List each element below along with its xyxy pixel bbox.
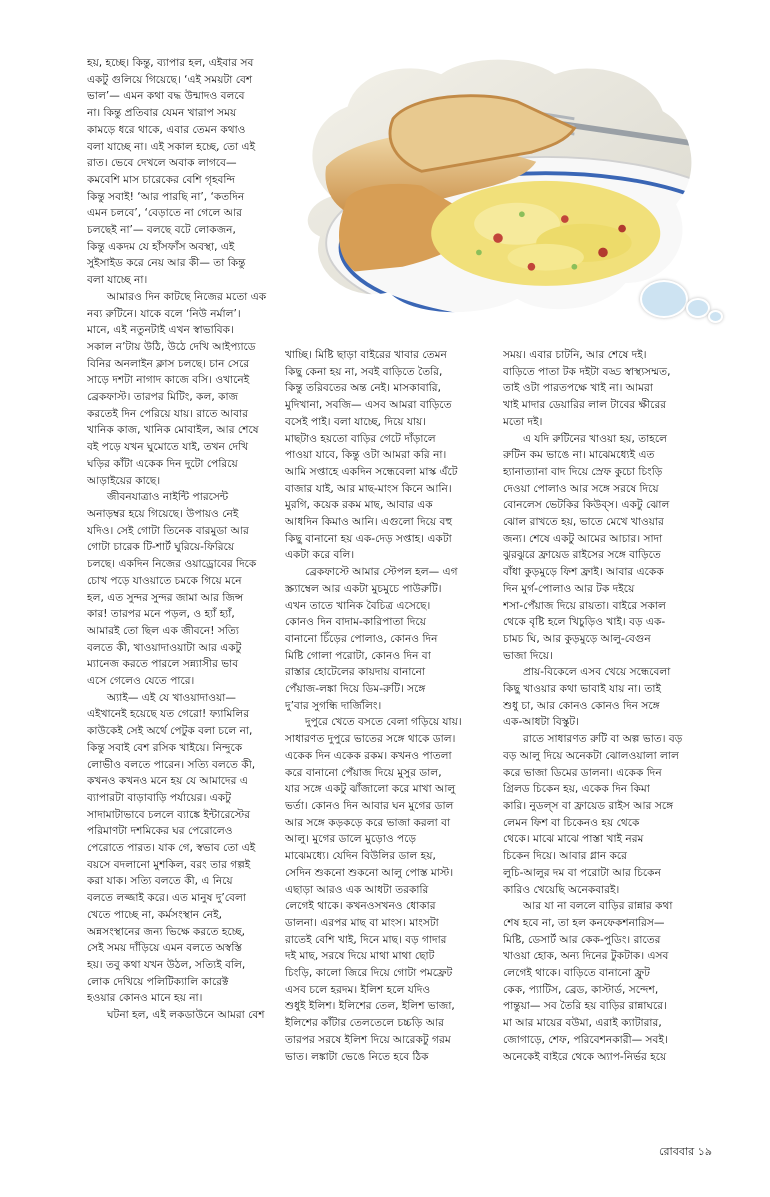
text-line: সকাল ন’টায় উঠি, উঠে দেখি আইপ্যাডে	[87, 340, 256, 353]
text-line: লোক দেখিয়ে পলিটিক্যালি কারেক্ট	[87, 975, 229, 988]
text-line: আমি সপ্তাহে একদিন সন্ধেবেলা মাস্ক এঁটে	[285, 465, 458, 478]
text-line: এইখানেই হয়েছে যত গেরো! ফ্যামিলির	[87, 708, 250, 721]
text-line: কিন্তু তরিবতের অন্ত নেই। মাসকাবারি,	[285, 382, 441, 395]
text-line: চোখ পড়ে যাওয়াতে চমকে গিয়ে মনে	[87, 574, 242, 587]
text-line: এ যদি রুটিনের খাওয়া হয়, তাহলে	[523, 432, 667, 445]
text-line: সাড়ে দশটা নাগাদ কাজে বসি। ওখানেই	[87, 374, 250, 387]
text-line: ভাজা দিয়ে।	[503, 649, 553, 662]
text-line: দিন মুর্গ-পোলাও আর টক দইয়ে	[503, 582, 635, 595]
text-line: চিংড়ি, কালো জিরে দিয়ে গোটা পমফ্রেট	[285, 967, 453, 980]
text-line: বাঁধা কুড়মুড়ে ফিশ ফ্রাই। আবার একেক	[503, 566, 664, 579]
text-line: খাচ্ছি। মিষ্টি ছাড়া বাইরের খাবার তেমন	[285, 349, 447, 361]
text-line: আলু। মুগের ডালে মুড়োও পড়ে	[285, 833, 417, 846]
text-line: পেরোতে পারত। যাক গে, স্বভাব তো এই	[87, 842, 256, 855]
text-line: জন্য। শেষে একটু আমের আচার। সাদা	[503, 532, 663, 545]
text-line: দেওয়া পোলাও আর সঙ্গে সরষে দিয়ে	[503, 482, 659, 495]
text-line: খেতে পাচ্ছে না, কর্মসংস্থান নেই,	[87, 908, 223, 921]
text-line: রাত। ভেবে দেখলে অবাক লাগবে—	[87, 157, 237, 170]
text-line: ম্যানেজ করতে পারলে সন্ন্যাসীর ভাব	[87, 658, 239, 671]
text-line: দই মাছ, সরষে দিয়ে মাথা মাথা ছোট	[285, 950, 435, 963]
text-line: কমবেশি মাস চারেকের বেশি গৃহবন্দি	[87, 173, 235, 186]
text-line: বাজার যাই, আর মাছ-মাংস কিনে আনি।	[285, 482, 452, 495]
text-line: রুটিন কম ভাঙে না। মাঝেমধ্যেই এত	[503, 449, 655, 462]
text-line: করে বানানো পেঁয়াজ দিয়ে মুসুর ডাল,	[285, 766, 442, 779]
text-line: বলতে লজ্জাই করে। এত মানুষ দু’বেলা	[87, 892, 246, 905]
text-line: ভাল’— এমন কথা বদ্ধ উন্মাদও বলবে	[87, 90, 245, 103]
text-line: বলা যাচ্ছে না। এই সকাল হচ্ছে, তো এই	[87, 140, 256, 153]
text-line: চলছে। একদিন নিজের ওয়াড্রোবের দিকে	[87, 558, 257, 571]
paragraph	[285, 714, 497, 1065]
text-line: মিষ্টি, ডেসার্ট আর কেক-পুডিং। রাতের	[503, 933, 661, 946]
text-line: প্রায়-বিকেলে এসব খেয়ে সন্ধেবেলা	[523, 666, 671, 679]
paragraph	[503, 431, 713, 665]
text-line: চলছেই না’— বলছে বটে লোকজন,	[87, 224, 236, 237]
text-line: চিকেন দিয়ে। আবার গ্লান করে	[503, 850, 628, 863]
text-line: এসে গেলেও যেতে পারে।	[87, 675, 195, 688]
thought-bubble-dot-medium	[686, 298, 710, 318]
text-line: এক-আধটা বিস্কুট।	[503, 716, 579, 729]
text-line: শুধু চা, আর কোনও কোনও দিন সঙ্গে	[503, 699, 660, 712]
text-line: বলতে কী, খাওয়াদাওয়াটা আর একটু	[87, 641, 242, 654]
text-line: দুপুরে খেতে বসতে বেলা গড়িয়ে যায়।	[305, 716, 462, 729]
text-line: যার সঙ্গে একটু ঝাঁজালো করে মাখা আলু	[285, 783, 456, 796]
text-line: মাছটাও হয়তো বাড়ির গেটে দাঁড়ালে	[285, 432, 436, 445]
paragraph	[87, 1007, 301, 1024]
text-line: শেষ হবে না, তা হল কনফেকশনারিস—	[503, 916, 665, 929]
text-line: কারি। নুডল্‌স বা ফ্রায়েড রাইস আর সঙ্গে	[503, 799, 674, 812]
text-line: বসেই পাই। বলা যাচ্ছে, দিয়ে যায়।	[285, 415, 427, 428]
text-line: ঘটনা হল, এই লকডাউনে আমরা বেশ	[107, 1009, 265, 1022]
text-line: কামড়ে ধরে থাকে, এবার তেমন কথাও	[87, 123, 246, 136]
text-line: ঘড়ির কাঁটা একেক দিন দুটো পেরিয়ে	[87, 457, 238, 470]
text-line: একটা করে বলি।	[285, 549, 355, 562]
text-line: খানিক কাজ, খানিক মোবাইল, আর শেষে	[87, 424, 259, 437]
text-line: সময়। এবার চাটনি, আর শেষে দই।	[503, 349, 647, 361]
paragraph	[503, 664, 713, 731]
text-line: হওয়ার কোনও মানে হয় না।	[87, 992, 203, 1005]
text-line: ডালনা। এরপর মাছ বা মাংস। মাংসটা	[285, 916, 439, 929]
text-line: রাস্তার হোটেলের কায়দায় বানানো	[285, 666, 426, 679]
text-line: মাঝেমধ্যে। যেদিন বিউলির ডাল হয়,	[285, 850, 436, 863]
text-line: কখনও কখনও মনে হয় যে আমাদের এ	[87, 775, 248, 788]
text-line: করা যাক। সত্যি বলতে কী, এ নিয়ে	[87, 875, 233, 888]
text-line: অন্নসংস্থানের জন্য ভিক্ষে করতে হচ্ছে,	[87, 925, 246, 938]
text-line: লেগেই থাকে। কখনওসখনও ধোকার	[285, 900, 436, 913]
text-line: বয়সে বদলানো মুশকিল, বরং তার গল্পই	[87, 858, 251, 871]
text-line: কিছু কেনা হয় না, সবই বাড়িতে তৈরি,	[285, 365, 443, 378]
text-line: ভর্তা। কোনও দিন আবার ঘন মুগের ডাল	[285, 799, 454, 812]
text-line: লুচি-আলুর দম বা পরোটা আর চিকেন	[503, 866, 661, 879]
text-line: মতো দই।	[503, 415, 543, 428]
text-line: গোটা চারেক টি-শার্ট ঘুরিয়ে-ফিরিয়ে	[87, 541, 235, 554]
paragraph	[87, 690, 301, 1007]
text-line: এখন তাতে খানিক বৈচিত্র এসেছে।	[285, 599, 431, 612]
text-line: পাওয়া যাবে, কিন্তু ওটা আমরা করি না।	[285, 449, 447, 462]
text-line: হ্যানাত্যানা বাদ দিয়ে স্রেফ কুচো চিংড়ি	[503, 465, 663, 478]
text-line: মানে, এই নতুনটাই এখন স্বাভাবিক।	[87, 324, 234, 337]
text-line: বাড়িতে পাতা টক দইটা বড্ড স্বাস্থ্যসম্মত,	[503, 365, 671, 378]
text-line: সাদামাটাভাবে চললে ব্যাঙ্কে ইন্টারেস্টের	[87, 808, 251, 821]
text-line: আড়াইয়ের কাছে।	[87, 474, 161, 487]
text-line: সুইসাইড করে নেয় আর কী— তা কিন্তু	[87, 257, 246, 270]
text-line: এছাড়া আরও এক আধটা তরকারি	[285, 883, 429, 896]
text-line: জোগাড়ে, শেফ, পরিবেশনকারী— সবই।	[503, 1033, 668, 1046]
text-line: আধদিন কিমাও আনি। এগুলো দিয়ে বহু	[285, 516, 453, 529]
text-line: কিন্তু সবাই বেশ রসিক খাইয়ে। নিন্দুকে	[87, 741, 243, 754]
text-line: রাতে সাধারণত রুটি বা অল্প ভাত। বড়	[523, 733, 683, 746]
text-line: ব্যাপারটা বাড়াবাড়ি পর্যায়ের। একটু	[87, 791, 231, 804]
text-line: মুরগি, কয়েক রকম মাছ, আবার এক	[285, 499, 433, 512]
text-line: দু’বার সুগন্ধি দার্জিলিং।	[285, 699, 382, 712]
paragraph	[503, 347, 713, 431]
text-line: ভাত। লঙ্কাটা ভেঙে নিতে হবে ঠিক	[285, 1050, 429, 1063]
text-line: বিনির অনলাইন ক্লাস চলছে। চান সেরে	[87, 357, 250, 370]
text-line: ব্রেকফাস্ট। তারপর মিটিং, কল, কাজ	[87, 391, 239, 404]
text-line: চামচ ঘি, আর কুড়মুড়ে আলু-বেগুন	[503, 632, 651, 645]
text-line: সেই সময় দাঁড়িয়ে এমন বলতে অস্বস্তি	[87, 942, 243, 955]
text-line: নব্য রুটিনে। যাকে বলে ‘নিউ নর্মাল’।	[87, 307, 241, 320]
text-line: কেক, প্যাটিস, ব্রেড, কাস্টার্ড, সন্দেশ,	[503, 983, 659, 996]
text-line: অনেকেই বাইরে থেকে অ্যাপ-নির্ভর হয়ে	[503, 1050, 667, 1063]
text-line: বড় আলু দিয়ে অনেকটা ঝোলওয়ালা লাল	[503, 749, 679, 762]
text-line: লোভীও বলতে পারেন। সত্যি বলতে কী,	[87, 758, 256, 771]
article-column-1	[87, 55, 301, 1024]
text-line: লেমন ফিশ বা চিকেনও হয় থেকে	[503, 816, 640, 829]
thought-bubble-dot-large	[640, 280, 688, 318]
text-line: লেগেই থাকে। বাড়িতে বানানো ফ্রুট	[503, 967, 650, 980]
text-line: তাই ওটা পারতপক্ষে খাই না। আমরা	[503, 382, 653, 395]
text-line: মিষ্টি গোলা পরোটা, কোনও দিন বা	[285, 649, 431, 662]
text-line: থেকে। মাঝে মাঝে পাস্তা খাই নরম	[503, 833, 644, 846]
food-photo	[288, 48, 728, 333]
text-line: মুদিখানা, সবজি— এসব আমরা বাড়িতে	[285, 399, 452, 412]
text-line: কিন্তু একদম যে হাঁসফাঁস অবস্থা, এই	[87, 240, 235, 253]
text-line: পরিমাণটা দশমিকের ঘর পেরোলেও	[87, 825, 233, 838]
text-line: তারপর সরষে ইলিশ দিয়ে আরেকটু গরম	[285, 1033, 451, 1046]
text-line: স্ক্র্যাম্বেল আর একটা মুচমুচে পাউরুটি।	[285, 582, 442, 595]
text-line: জীবনযাত্রাও নাইন্টি পারসেন্ট	[107, 491, 229, 504]
text-line: না। কিন্তু প্রতিবার যেমন খারাপ সময়	[87, 107, 237, 120]
text-line: পেঁয়াজ-লঙ্কা দিয়ে ডিম-রুটি। সঙ্গে	[285, 683, 426, 696]
text-line: শুধুই ইলিশ। ইলিশের তেল, ইলিশ ভাজা,	[285, 1000, 455, 1013]
text-line: বানানো চিঁড়ের পোলাও, কোনও দিন	[285, 632, 438, 645]
paragraph	[503, 898, 713, 1065]
text-line: কিছু বানানো হয় এক-দেড় সপ্তাহ। একটা	[285, 532, 452, 545]
text-line: রাতেই বেশি খাই, দিনে মাছ। বড় গাদার	[285, 933, 447, 946]
text-line: সেদিন শুকনো শুকনো আলু পোস্ত মাস্ট।	[285, 866, 454, 879]
text-line: ব্রেকফাস্টে আমার স্টেপল হল— এগ	[305, 566, 458, 579]
text-line: কারিও খেয়েছি অনেকবারই।	[503, 883, 620, 896]
text-line: আমারও দিন কাটছে নিজের মতো এক	[107, 290, 267, 303]
paragraph	[87, 289, 301, 489]
text-line: যদিও। সেই গোটা তিনেক বারমুডা আর	[87, 524, 249, 537]
text-line: আমারই তো ছিল এক জীবনে! সত্যি	[87, 624, 239, 637]
text-line: আর যা না বললে বাড়ির রান্নার কথা	[523, 900, 673, 913]
text-line: হল, এত সুন্দর সুন্দর জামা আর জিন্স	[87, 591, 244, 604]
text-line: কোনও দিন বাদাম-কারিপাতা দিয়ে	[285, 616, 426, 629]
text-line: বলা যাচ্ছে না।	[87, 274, 148, 287]
text-line: ঝোল রাখতে হয়, ভাতে মেখে খাওয়ার	[503, 516, 664, 529]
text-line: থেকে বৃষ্টি হলে খিচুড়িও খাই। বড় এক-	[503, 616, 666, 629]
paragraph	[285, 564, 497, 714]
text-line: গ্রিলড চিকেন হয়, একেক দিন কিমা	[503, 783, 650, 796]
text-line: শসা-পেঁয়াজ দিয়ে রায়তা। বাইরে সকাল	[503, 599, 666, 612]
article-column-3	[503, 347, 713, 1065]
text-line: একটু গুলিয়ে গিয়েছে। ‘এই সময়টা বেশ	[87, 73, 253, 86]
text-line: বই পড়ে যখন ঘুমোতে যাই, তখন দেখি	[87, 441, 249, 454]
paragraph	[503, 731, 713, 898]
thought-bubble-dot-small	[708, 310, 723, 323]
text-line: কিন্তু সবাই! ‘আর পারছি না’, ‘কতদিন	[87, 190, 245, 203]
text-line: ঝুরঝুরে ফ্রায়েড রাইসের সঙ্গে বাড়িতে	[503, 549, 661, 562]
text-line: হয়, হচ্ছে। কিন্তু, ব্যাপার হল, এইবার সব	[87, 57, 254, 69]
text-line: অ্যাই— এই যে খাওয়াদাওয়া—	[107, 691, 236, 704]
paragraph	[87, 55, 301, 289]
text-line: কার! তারপর মনে পড়ল, ও হ্যাঁ হ্যাঁ,	[87, 608, 235, 621]
text-line: করতেই দিন পেরিয়ে যায়। রাতে আবার	[87, 407, 249, 420]
text-line: অনাড়ম্বর হয়ে গিয়েছে। উপায়ও নেই	[87, 507, 239, 520]
text-line: বোনলেস ভেটকির কিউব্‌স। একটু ঝোল	[503, 499, 670, 512]
text-line: পান্তুয়া— সব তৈরি হয় বাড়ির রান্নাঘরে।	[503, 1000, 667, 1013]
text-line: সাধারণত দুপুরে ভাতের সঙ্গে থাকে ডাল।	[285, 733, 456, 746]
article-column-2	[285, 347, 497, 1065]
text-line: হয়। তবু কথা যখন উঠল, সত্যিই বলি,	[87, 958, 246, 971]
text-line: এমন চলবে’, ‘বেড়াতে না গেলে আর	[87, 207, 242, 220]
text-line: খাওয়া হোক, অন্য দিনের টুকটাক। এসব	[503, 950, 669, 963]
page-footer: রোববার ১৯	[659, 1145, 712, 1158]
text-line: একেক দিন একেক রকম। কখনও পাতলা	[285, 749, 452, 762]
text-line: খাই মাদার ডেয়ারির লাল টাবের ক্ষীরের	[503, 399, 667, 412]
text-line: ইলিশের কাঁটার তেলতেলে চচ্চড়ি আর	[285, 1017, 444, 1030]
text-line: আর সঙ্গে কড়কড়ে করে ভাজা করলা বা	[285, 816, 451, 829]
text-line: মা আর মায়ের বউমা, এরাই ক্যাটারার,	[503, 1017, 662, 1030]
text-line: এসব চলে হরদম। ইলিশ হলে যদিও	[285, 983, 431, 996]
paragraph	[285, 347, 497, 564]
paragraph	[87, 489, 301, 689]
text-line: কাউকেই সেই অর্থে পেটুক বলা চলে না,	[87, 725, 253, 738]
text-line: কিছু খাওয়ার কথা ভাবাই যায় না। তাই	[503, 683, 661, 696]
text-line: করে ভাজা ডিমের ডালনা। একেক দিন	[503, 766, 662, 779]
